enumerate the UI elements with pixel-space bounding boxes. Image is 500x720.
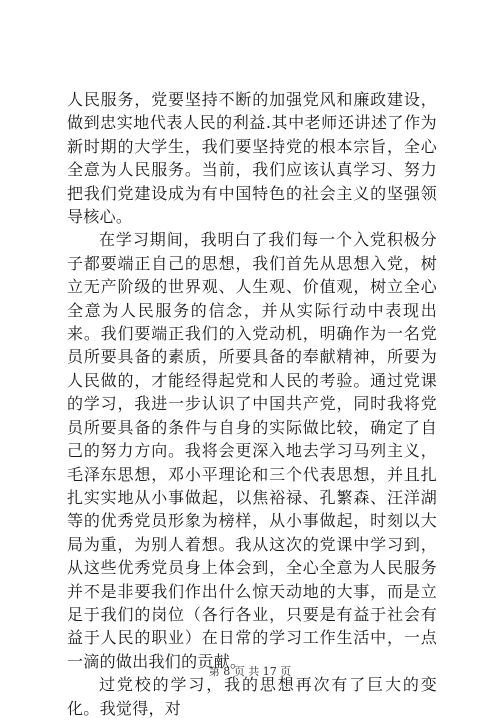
paragraph-3: 过党校的学习，我的思想再次有了巨大的变化。我觉得，对 <box>67 675 437 718</box>
paragraph-1: 人民服务，党要坚持不断的加强党风和廉政建设，做到忠实地代表人民的利益.其中老师还讲述了作为新时期的大学生，我们要坚持党的根本宗旨，全心全意为人民服务。当前，我们应该认真学习、努力把我们党建设成为有中国特色的社会主义的坚强领导核心。 <box>67 90 437 227</box>
document-body <box>67 88 437 720</box>
page-footer: 第 8 页 共 17 页 <box>208 665 292 678</box>
paragraph-2: 在学习期间，我明白了我们每一个入党积极分子都要端正自己的思想，我们首先从思想入党，树立无产阶级的世界观、人生观、价值观，树立全心全意为人民服务的信念，并从实际行动中表现出来。我们要端正我们的入党动机，明确作为一名党员所要具备的素质，所要具备的奉献精神，所要为人民做的，才能经得起党和人民的考验。通过党课的学习，我进一步认识了中国共产党，同时我将党员所要具备的条件与自身的实际做比较，确定了自己的努力方向。我将会更深入地去学习马列主义，毛泽东思想，邓小平理论和三个代表思想，并且扎扎实实地从小事做起，以焦裕禄、孔繁森、汪洋湖等的优秀党员形象为榜样，从小事做起，时刻以大局为重，为别人着想。我从这次的党课中学习到，从这些优秀党员身上体会到，全心全意为人民服务并不是非要我们作出什么惊天动地的大事，而是立足于我们的岗位（各行各业，只要是有益于社会有益于人民的职业）在日常的学习工作生活中，一点一滴的做出我们的贡献。 <box>67 230 437 671</box>
